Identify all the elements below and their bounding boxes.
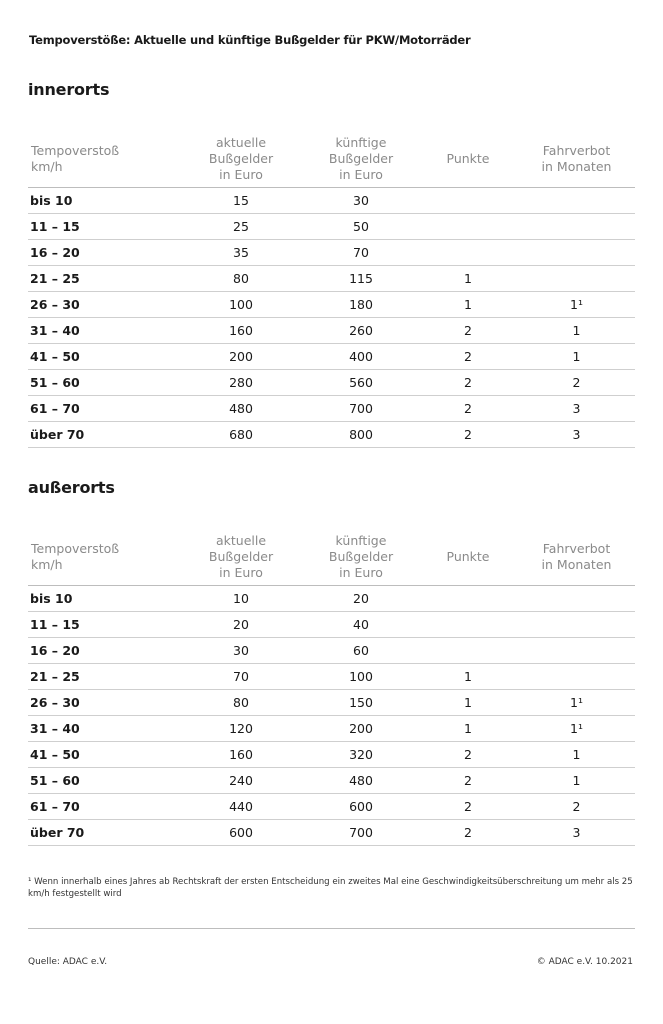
cell-future-fine: 700 (304, 820, 418, 846)
cell-points (418, 612, 518, 638)
table-row (28, 742, 635, 768)
table-row (28, 716, 635, 742)
cell-future-fine: 115 (304, 266, 418, 292)
source-label: Quelle: ADAC e.V. (28, 957, 108, 967)
cell-speeding: 61 – 70 (28, 794, 178, 820)
page-title: Tempoverstöße: Aktuelle und künftige Bußgelder für PKW/Motorräder (29, 33, 471, 47)
table-row (28, 794, 635, 820)
cell-driving-ban: 3 (518, 422, 635, 448)
cell-current-fine: 80 (178, 690, 304, 716)
cell-speeding: 21 – 25 (28, 266, 178, 292)
cell-speeding: 26 – 30 (28, 292, 178, 318)
cell-future-fine: 480 (304, 768, 418, 794)
cell-speeding: 51 – 60 (28, 768, 178, 794)
cell-speeding: 41 – 50 (28, 344, 178, 370)
table-row (28, 664, 635, 690)
cell-driving-ban: 1 (518, 768, 635, 794)
cell-current-fine: 25 (178, 214, 304, 240)
cell-current-fine: 440 (178, 794, 304, 820)
cell-points (418, 240, 518, 266)
cell-current-fine: 10 (178, 586, 304, 612)
cell-driving-ban (518, 188, 635, 214)
cell-points: 1 (418, 266, 518, 292)
cell-points: 1 (418, 292, 518, 318)
cell-points: 2 (418, 422, 518, 448)
header-driving-ban: Fahrverbot in Monaten (518, 529, 635, 586)
cell-points: 2 (418, 768, 518, 794)
cell-points: 2 (418, 742, 518, 768)
table-row (28, 396, 635, 422)
cell-future-fine: 20 (304, 586, 418, 612)
cell-current-fine: 70 (178, 664, 304, 690)
header-points: Punkte (418, 529, 518, 586)
cell-points: 2 (418, 318, 518, 344)
cell-speeding: 26 – 30 (28, 690, 178, 716)
header-speeding: Tempoverstoß km/h (28, 529, 178, 586)
section-heading-innerorts: innerorts (28, 80, 110, 99)
table-row (28, 292, 635, 318)
cell-points (418, 586, 518, 612)
cell-current-fine: 100 (178, 292, 304, 318)
cell-future-fine: 320 (304, 742, 418, 768)
cell-future-fine: 30 (304, 188, 418, 214)
header-points: Punkte (418, 131, 518, 188)
header-speeding: Tempoverstoß km/h (28, 131, 178, 188)
table-row (28, 214, 635, 240)
cell-speeding: 11 – 15 (28, 612, 178, 638)
header-current-fines: aktuelle Bußgelder in Euro (178, 529, 304, 586)
cell-speeding: 41 – 50 (28, 742, 178, 768)
cell-current-fine: 160 (178, 742, 304, 768)
cell-points: 2 (418, 344, 518, 370)
cell-speeding: 21 – 25 (28, 664, 178, 690)
cell-future-fine: 400 (304, 344, 418, 370)
cell-points (418, 638, 518, 664)
cell-future-fine: 70 (304, 240, 418, 266)
table-row (28, 586, 635, 612)
cell-speeding: 16 – 20 (28, 240, 178, 266)
cell-current-fine: 30 (178, 638, 304, 664)
cell-current-fine: 120 (178, 716, 304, 742)
cell-future-fine: 560 (304, 370, 418, 396)
copyright-label: © ADAC e.V. 10.2021 (536, 957, 633, 967)
cell-driving-ban: 3 (518, 396, 635, 422)
cell-speeding: über 70 (28, 820, 178, 846)
cell-driving-ban: 3 (518, 820, 635, 846)
fines-table-innerorts (28, 131, 635, 448)
cell-current-fine: 480 (178, 396, 304, 422)
cell-speeding: 31 – 40 (28, 318, 178, 344)
cell-speeding: 11 – 15 (28, 214, 178, 240)
cell-current-fine: 20 (178, 612, 304, 638)
footer-divider (28, 928, 635, 929)
cell-points: 1 (418, 664, 518, 690)
cell-speeding: bis 10 (28, 586, 178, 612)
cell-points: 2 (418, 794, 518, 820)
cell-current-fine: 600 (178, 820, 304, 846)
cell-points (418, 214, 518, 240)
cell-current-fine: 35 (178, 240, 304, 266)
header-driving-ban: Fahrverbot in Monaten (518, 131, 635, 188)
table-row (28, 690, 635, 716)
table-header-row (28, 131, 635, 188)
section-heading-ausserorts: außerorts (28, 478, 115, 497)
table-row (28, 188, 635, 214)
cell-driving-ban: 1 (518, 742, 635, 768)
cell-driving-ban (518, 214, 635, 240)
cell-speeding: 16 – 20 (28, 638, 178, 664)
table-header-row (28, 529, 635, 586)
cell-driving-ban: 2 (518, 370, 635, 396)
table-row (28, 612, 635, 638)
cell-current-fine: 15 (178, 188, 304, 214)
cell-driving-ban: 1¹ (518, 292, 635, 318)
cell-driving-ban (518, 586, 635, 612)
cell-current-fine: 80 (178, 266, 304, 292)
table-row (28, 240, 635, 266)
cell-future-fine: 700 (304, 396, 418, 422)
cell-driving-ban (518, 240, 635, 266)
header-future-fines: künftige Bußgelder in Euro (304, 131, 418, 188)
table-row (28, 344, 635, 370)
cell-points (418, 188, 518, 214)
cell-current-fine: 240 (178, 768, 304, 794)
cell-current-fine: 160 (178, 318, 304, 344)
cell-driving-ban: 1 (518, 344, 635, 370)
cell-driving-ban: 1¹ (518, 690, 635, 716)
table-row (28, 370, 635, 396)
header-current-fines: aktuelle Bußgelder in Euro (178, 131, 304, 188)
cell-future-fine: 50 (304, 214, 418, 240)
cell-future-fine: 200 (304, 716, 418, 742)
cell-speeding: 61 – 70 (28, 396, 178, 422)
table-row (28, 422, 635, 448)
cell-future-fine: 600 (304, 794, 418, 820)
header-future-fines: künftige Bußgelder in Euro (304, 529, 418, 586)
cell-future-fine: 260 (304, 318, 418, 344)
cell-points: 2 (418, 370, 518, 396)
cell-points: 2 (418, 396, 518, 422)
table-row (28, 318, 635, 344)
cell-driving-ban: 1¹ (518, 716, 635, 742)
cell-future-fine: 150 (304, 690, 418, 716)
cell-speeding: bis 10 (28, 188, 178, 214)
cell-driving-ban: 1 (518, 318, 635, 344)
cell-current-fine: 680 (178, 422, 304, 448)
table-row (28, 768, 635, 794)
cell-points: 1 (418, 716, 518, 742)
cell-driving-ban: 2 (518, 794, 635, 820)
cell-points: 1 (418, 690, 518, 716)
cell-future-fine: 800 (304, 422, 418, 448)
cell-future-fine: 100 (304, 664, 418, 690)
cell-future-fine: 40 (304, 612, 418, 638)
cell-driving-ban (518, 638, 635, 664)
cell-future-fine: 180 (304, 292, 418, 318)
table-row (28, 638, 635, 664)
fines-table-ausserorts (28, 529, 635, 846)
table-row (28, 820, 635, 846)
cell-future-fine: 60 (304, 638, 418, 664)
cell-current-fine: 200 (178, 344, 304, 370)
table-row (28, 266, 635, 292)
cell-current-fine: 280 (178, 370, 304, 396)
cell-driving-ban (518, 612, 635, 638)
footnote: ¹ Wenn innerhalb eines Jahres ab Rechtskraft der ersten Entscheidung ein zweites Mal eine Geschwindigkeitsüberschreitung um mehr als 25 km/h festgestellt wird (28, 877, 633, 899)
cell-speeding: über 70 (28, 422, 178, 448)
cell-speeding: 51 – 60 (28, 370, 178, 396)
cell-speeding: 31 – 40 (28, 716, 178, 742)
cell-driving-ban (518, 664, 635, 690)
cell-points: 2 (418, 820, 518, 846)
cell-driving-ban (518, 266, 635, 292)
